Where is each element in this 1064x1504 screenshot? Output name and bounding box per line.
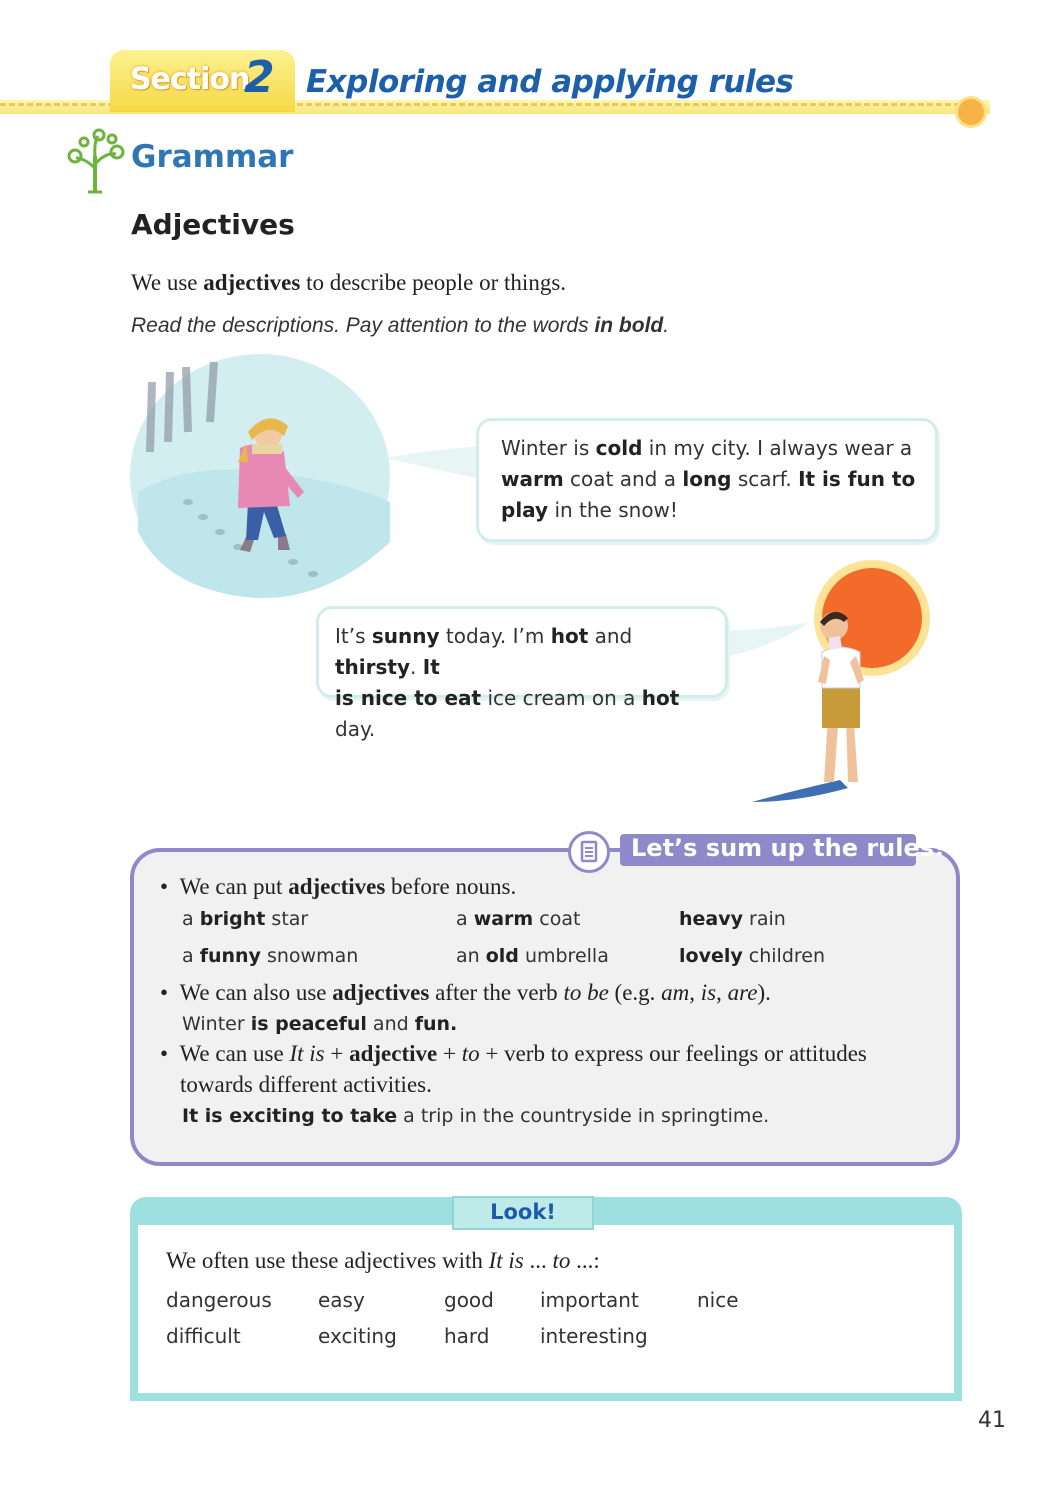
look-word: interesting (540, 1324, 648, 1348)
rule-3-line-2: towards different activities. (180, 1072, 432, 1097)
band-end-dot (958, 99, 984, 125)
look-word: good (444, 1288, 494, 1312)
look-word: dangerous (166, 1288, 272, 1312)
rule-3: • We can use It is + adjective + to + verb to express our feelings or attitudes (160, 1041, 867, 1066)
look-word: hard (444, 1324, 490, 1348)
tree-icon (66, 128, 128, 194)
example-exciting-trip: It is exciting to take a trip in the countryside in springtime. (182, 1105, 770, 1127)
example-winter-peaceful: Winter is peaceful and fun. (182, 1013, 458, 1035)
example-warm-coat: a warm coat (456, 908, 581, 930)
winter-girl-illustration (128, 352, 393, 600)
example-old-umbrella: an old umbrella (456, 945, 609, 967)
look-word: important (540, 1288, 639, 1312)
look-word: nice (697, 1288, 739, 1312)
look-label: Look! (490, 1200, 556, 1224)
winter-speech-bubble: Winter is cold in my city. I always wear a warm coat and a long scarf. It is fun to play in the snow! (476, 418, 938, 542)
look-word: easy (318, 1288, 365, 1312)
grammar-title: Grammar (131, 139, 294, 175)
intro-sentence: We use adjectives to describe people or things. (131, 270, 567, 295)
look-word: difficult (166, 1324, 241, 1348)
document-icon (568, 831, 610, 873)
summer-speech-bubble: It’s sunny today. I’m hot and thirsty. It is nice to eat ice cream on a hot day. (316, 606, 728, 698)
example-heavy-rain: heavy rain (679, 908, 786, 930)
rule-2: • We can also use adjectives after the verb to be (e.g. am, is, are). (160, 980, 771, 1005)
look-word: exciting (318, 1324, 397, 1348)
section-word: Section (130, 62, 250, 97)
example-funny-snowman: a funny snowman (182, 945, 359, 967)
summer-boy-illustration (748, 556, 938, 806)
example-bright-star: a bright star (182, 908, 309, 930)
rule-1: • We can put adjectives before nouns. (160, 874, 517, 899)
instruction: Read the descriptions. Pay attention to the words in bold. (131, 314, 670, 337)
bubble1-tail (386, 440, 486, 490)
look-intro: We often use these adjectives with It is ... to ...: (166, 1248, 600, 1273)
adjectives-heading: Adjectives (131, 208, 295, 241)
section-number: 2 (244, 52, 275, 103)
section-title: Exploring and applying rules (306, 64, 794, 100)
example-lovely-children: lovely children (679, 945, 826, 967)
sum-up-label: Let’s sum up the rules! (631, 834, 946, 862)
page-number: 41 (978, 1408, 1006, 1433)
